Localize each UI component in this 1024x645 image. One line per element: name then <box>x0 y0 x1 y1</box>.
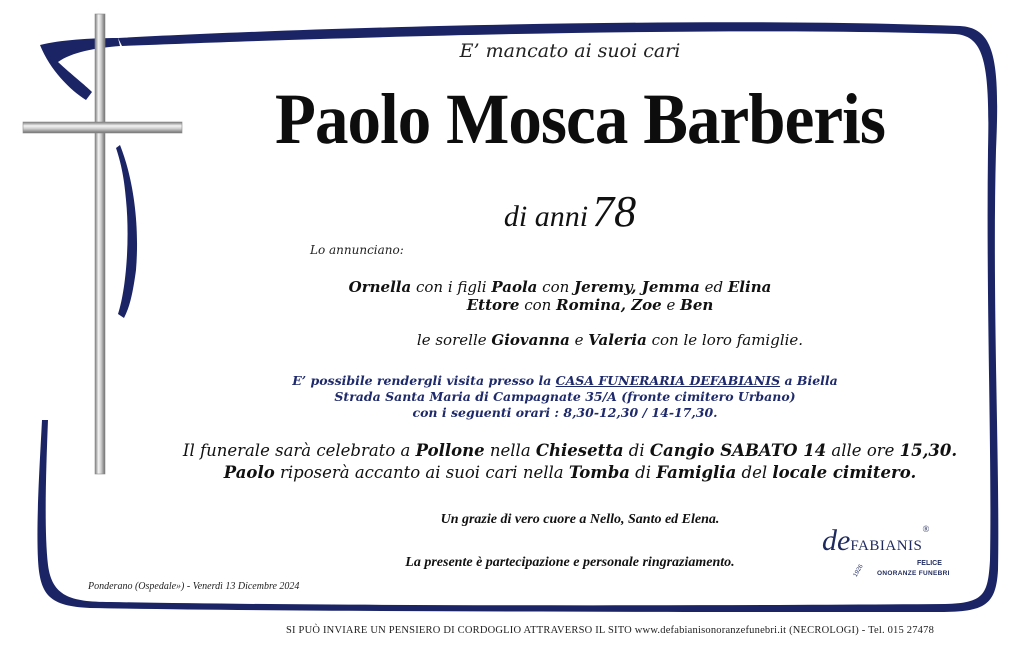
logo-subtitle: ONORANZE FUNEBRI <box>877 570 950 577</box>
logo-main-text: FABIANIS <box>850 538 923 554</box>
text-run: ed <box>699 278 728 296</box>
visit-line-3: con i seguenti orari : 8,30-12,30 / 14-17,30. <box>412 405 718 420</box>
defabianis-logo <box>822 510 972 590</box>
bold-text: Pollone <box>415 441 485 460</box>
text-run: e <box>569 331 589 349</box>
visit-prefix: E’ possibile rendergli visita presso la <box>292 373 556 388</box>
funeral-info <box>120 440 1020 484</box>
logo-wordmark <box>822 524 929 558</box>
bold-text: Ben <box>680 296 714 314</box>
bold-text: locale cimitero. <box>772 463 917 482</box>
visit-line-2: Strada Santa Maria di Campagnate 35/A (fronte cimitero Urbano) <box>334 389 796 404</box>
family-line-3 <box>330 331 890 349</box>
participation-text: La presente è partecipazione e personale ringraziamento. <box>405 555 735 570</box>
visit-line-1 <box>230 373 900 389</box>
logo-felice: FELICE <box>917 560 942 567</box>
logo-prefix: de <box>822 524 851 557</box>
bold-text: Paola <box>491 278 538 296</box>
bold-text: Ornella <box>348 278 412 296</box>
text-run: nella <box>484 441 536 460</box>
bold-text: Elina <box>727 278 772 296</box>
bold-text: Tomba <box>568 463 630 482</box>
text-run: con i figli <box>411 278 492 296</box>
text-run: e <box>661 296 681 314</box>
visit-info <box>230 373 900 421</box>
text-run: di <box>623 441 650 460</box>
funeral-home-link[interactable]: CASA FUNERARIA DEFABIANIS <box>555 373 781 388</box>
funeral-line-1 <box>120 440 1020 462</box>
bold-text: Valeria <box>588 331 647 349</box>
logo-registered: ® <box>922 524 930 534</box>
family-line-1 <box>280 278 840 296</box>
bold-text: Jeremy, Jemma <box>574 278 700 296</box>
bold-text: Romina, Zoe <box>556 296 662 314</box>
footer-note: SI PUÒ INVIARE UN PENSIERO DI CORDOGLIO ATTRAVERSO IL SITO www.defabianisonoranzefunebri.it (NECROLOGI) - Tel. 015 27478 <box>285 625 935 636</box>
text-run: del <box>736 463 773 482</box>
text-run: di <box>629 463 657 482</box>
age-label: di anni <box>503 200 589 233</box>
thanks-text: Un grazie di vero cuore a Nello, Santo ed Elena. <box>440 512 720 527</box>
intro-text: E’ mancato ai suoi cari <box>459 40 681 62</box>
bold-text: Ettore <box>466 296 520 314</box>
bold-text: Famiglia <box>656 463 737 482</box>
text-run: con le loro famiglie. <box>646 331 804 349</box>
text-run: alle ore <box>826 441 900 460</box>
text-run: Il funerale sarà celebrato a <box>182 441 416 460</box>
logo-year: 1926 <box>852 563 865 579</box>
place-date: Ponderano (Ospedale») - Venerdì 13 Dicembre 2024 <box>88 581 300 592</box>
age-value: 78 <box>592 187 637 236</box>
bold-text: Paolo <box>223 463 275 482</box>
age-line <box>480 186 660 237</box>
bold-text: 15,30. <box>899 441 958 460</box>
bold-text: Cangio SABATO 14 <box>649 441 827 460</box>
cross-icon <box>20 12 185 477</box>
family-line-2 <box>310 296 870 314</box>
bold-text: Chiesetta <box>535 441 624 460</box>
bold-text: Giovanna <box>491 331 570 349</box>
text-run: con <box>519 296 557 314</box>
text-run: con <box>537 278 575 296</box>
announced-label: Lo annunciano: <box>310 243 404 257</box>
text-run: riposerà accanto ai suoi cari nella <box>274 463 569 482</box>
deceased-name: Paolo Mosca Barberis <box>275 79 885 159</box>
visit-suffix: a Biella <box>780 373 838 388</box>
text-run: le sorelle <box>416 331 492 349</box>
funeral-line-2 <box>120 462 1020 484</box>
